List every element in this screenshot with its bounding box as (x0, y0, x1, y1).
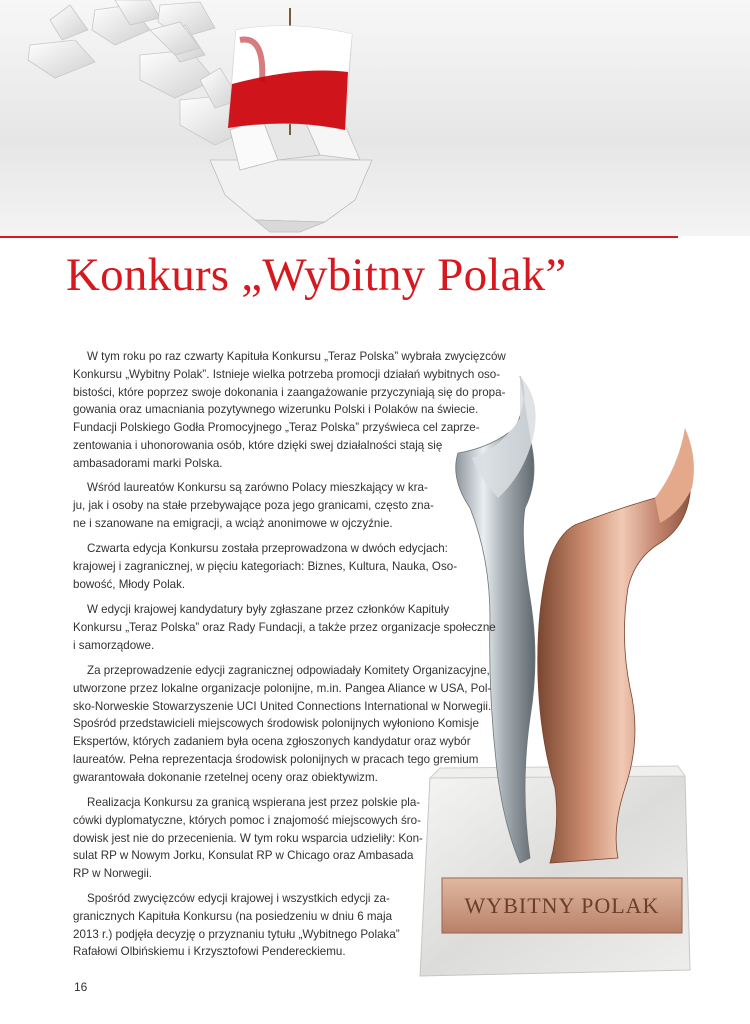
page-title: Konkurs „Wybitny Polak” (66, 249, 567, 301)
text-line: sko-Norweskie Stowarzyszenie UCI United Connections International w Norwegii. (73, 699, 492, 713)
text-line: gowania oraz umacniania pozytywnego wizerunku Polski i Polaków na świecie. (73, 403, 479, 417)
text-line: Fundacji Polskiego Godła Promocyjnego „Teraz Polska” przyświeca cel zaprze- (73, 421, 480, 435)
paragraph-3 (73, 540, 457, 593)
text-line: utworzone przez lokalne organizacje polonijne, m.in. Pangea Aliance w USA, Pol- (73, 681, 492, 695)
text-line: Spośród przedstawicieli miejscowych środowisk polonijnych wyłoniono Komisje (73, 717, 479, 731)
text-line: dowisk jest nie do przecenienia. W tym roku wsparcia udzieliły: Kon- (73, 831, 423, 845)
text-line: Spośród zwycięzców edycji krajowej i wszystkich edycji za- (87, 892, 390, 905)
text-line: krajowej i zagranicznej, w pięciu kategoriach: Biznes, Kultura, Nauka, Oso- (73, 559, 458, 573)
text-line: ne i szanowane na emigracji, a wciąż anonimowe w ojczyźnie. (73, 516, 393, 530)
text-line: sulat RP w Nowym Jorku, Konsulat RP w Chicago oraz Ambasada (73, 849, 414, 863)
text-line: W tym roku po raz czwarty Kapituła Konkursu „Teraz Polska” wybrała zwycięzców (87, 350, 506, 363)
page-number: 16 (74, 980, 88, 994)
paragraph-6 (73, 794, 423, 883)
paper-boats-illustration (0, 0, 750, 236)
text-line: Rafałowi Olbińskiemu i Krzysztofowi Pendereckiemu. (73, 945, 346, 959)
title-rule (0, 236, 678, 238)
text-line: Ekspertów, których zadaniem była ocena zgłoszonych kandydatur oraz wybór (73, 735, 471, 749)
text-line: Konkursu „Teraz Polska” oraz Rady Fundacji, a także przez organizacje społeczne (73, 620, 496, 634)
text-line: granicznych Kapituła Konkursu (na posiedzeniu w dniu 6 maja (73, 909, 393, 923)
text-line: RP w Norwegii. (73, 867, 153, 881)
text-line: cówki dyplomatyczne, których pomoc i znajomość miejscowych śro- (73, 813, 421, 827)
paragraph-2 (73, 479, 434, 532)
text-line: i samorządowe. (73, 638, 155, 652)
text-line: W edycji krajowej kandydatury były zgłaszane przez członków Kapituły (87, 603, 450, 616)
text-line: bistości, które poprzez swoje dokonania i zaangażowanie przyczyniają się do propa- (73, 385, 506, 399)
paragraph-4 (73, 601, 496, 654)
text-line: Wśród laureatów Konkursu są zarówno Polacy mieszkający w kra- (87, 481, 428, 494)
text-line: Czwarta edycja Konkursu została przeprowadzona w dwóch edycjach: (87, 542, 448, 555)
text-line: Za przeprowadzenie edycji zagranicznej odpowiadały Komitety Organizacyjne, (87, 664, 490, 677)
text-line: ambasadorami marki Polska. (73, 456, 223, 470)
text-line: bowość, Młody Polak. (73, 577, 186, 591)
text-line: zentowania i uhonorowania osób, które dzięki swej działalności stają się (73, 438, 443, 452)
paper-boats-photo (0, 0, 750, 236)
text-line: Realizacja Konkursu za granicą wspierana jest przez polskie pla- (87, 796, 421, 809)
text-line: 2013 r.) podjęła decyzję o przyznaniu tytułu „Wybitnego Polaka” (73, 927, 400, 941)
text-line: gwarantowała dokonanie rzetelnej oceny oraz obiektywizm. (73, 770, 378, 784)
text-line: Konkursu „Wybitny Polak”. Istnieje wielka potrzeba promocji działań wybitnych oso- (73, 367, 501, 381)
trophy-plaque-text: WYBITNY POLAK (464, 893, 660, 918)
text-line: laureatów. Pełna reprezentacja środowisk polonijnych w pracach tego gremium (73, 752, 479, 766)
text-line: ju, jak i osoby na stałe przebywające poza jego granicami, często zna- (73, 498, 434, 512)
paragraph-1 (73, 348, 506, 473)
polish-flag-sail (228, 26, 352, 130)
paragraph-5 (73, 662, 491, 787)
paragraph-7 (73, 890, 400, 961)
